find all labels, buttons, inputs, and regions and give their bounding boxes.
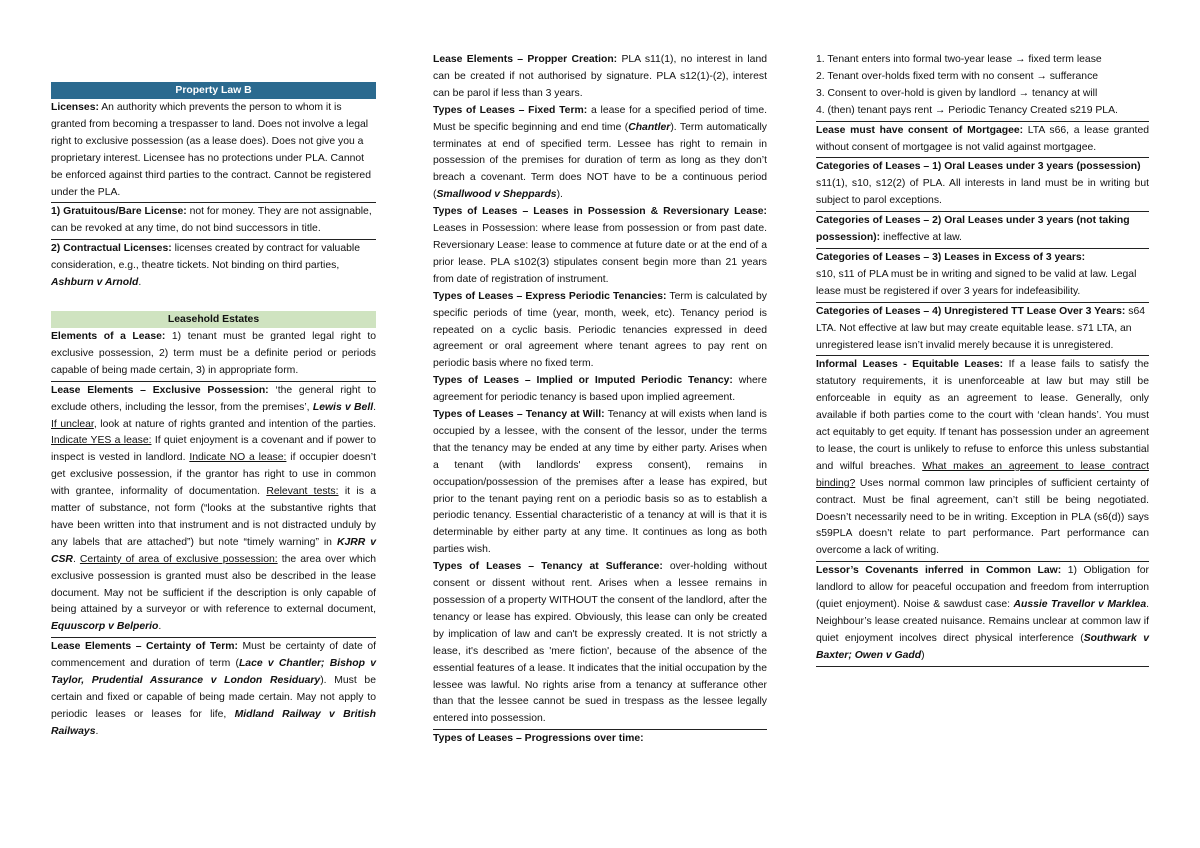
exclusive-possession-text-9: .	[158, 621, 162, 633]
implied-periodic-paragraph	[433, 373, 767, 407]
elements-of-lease-paragraph	[51, 329, 376, 382]
case-lewis-v-bell: Lewis v Bell	[312, 401, 374, 413]
mortgagee-consent-paragraph	[816, 123, 1149, 159]
elements-of-lease-text: 1) tenant must be granted legal right to exclusive possession, 2) term must be a definite period or periods capable of being made certain, 3) in appropriate form.	[51, 330, 377, 376]
licenses-paragraph	[51, 100, 376, 203]
leases-excess-3-years-title: Categories of Leases – 3) Leases in Excess of 3 years:	[816, 251, 1086, 263]
lessor-covenants-text-2: . Neighbour’s lease created nuisance. Remains unclear at common law if quiet enjoyment incolves direct physical interference (	[816, 599, 1149, 644]
certainty-of-term-title: Lease Elements – Certainty of Term:	[51, 641, 238, 653]
possession-reversionary-title: Types of Leases – Leases in Possession & Reversionary Lease:	[433, 206, 767, 218]
express-periodic-text: Term is calculated by specific periods of time (year, month, week, etc). Tenancy period is repeated on a cyclic basis. Periodic tenancies expressed in deed agreement or oral agreement where tenant agrees to pay rent on periodic basis where no fixed term.	[433, 290, 767, 370]
exclusive-possession-text-1: ‘the general right to exclude others, including the lessor, from the premises’,	[51, 384, 376, 413]
gratuitous-license-title: 1) Gratuitous/Bare License:	[51, 206, 187, 218]
proper-creation-title: Lease Elements – Propper Creation:	[433, 54, 618, 65]
case-smallwood-v-sheppards: Smallwood v Sheppards	[436, 189, 557, 201]
express-periodic-paragraph	[433, 289, 767, 374]
exclusive-possession-text-3: , look at nature of rights granted and intention of the parties.	[93, 418, 376, 430]
lessor-covenants-text-1: 1) Obligation for landlord to allow for peaceful occupation and freedom from interruption (quiet enjoyment). Noise & sawdust case:	[816, 565, 1149, 611]
lessor-covenants-title: Lessor’s Covenants inferred in Common Law:	[816, 565, 1062, 577]
gratuitous-license-paragraph	[51, 204, 376, 240]
progressions-title: Types of Leases – Progressions over time:	[433, 733, 644, 745]
informal-leases-text-2: Uses normal common law principles of sufficient certainty of contract. Must be final agreement, can’t still be being negotiated. Doesn’t necessarily need to be in writing. Exception in PLA (s6(d)) says s59PLA doesn’t relate to part performance. Part performance can overcome a lack of writing.	[816, 477, 1149, 557]
express-periodic-title: Types of Leases – Express Periodic Tenancies:	[433, 290, 667, 302]
exclusive-possession-paragraph	[51, 383, 376, 639]
mortgagee-consent-title: Lease must have consent of Mortgagee:	[816, 124, 1024, 136]
tenancy-at-sufferance-title: Types of Leases – Tenancy at Sufferance:	[433, 561, 663, 573]
unregistered-lease-title: Categories of Leases – 4) Unregistered TT Lease Over 3 Years:	[816, 305, 1126, 317]
column-2	[433, 52, 767, 748]
fixed-term-text-3: ).	[556, 189, 563, 201]
relevant-tests-label: Relevant tests:	[266, 486, 339, 498]
lessor-covenants-paragraph	[816, 563, 1149, 666]
section-header-leasehold-estates: Leasehold Estates	[51, 311, 376, 328]
progression-step-3: 3. Consent to over-hold is given by landlord → tenancy at will	[816, 87, 1098, 99]
tenancy-at-sufferance-paragraph	[433, 559, 767, 730]
contractual-license-paragraph	[51, 241, 376, 293]
possession-reversionary-paragraph	[433, 204, 767, 289]
certainty-of-term-text-2: ). Must be certain and fixed or capable of being made certain. May not apply to periodic leases or leases for life,	[51, 675, 376, 720]
unregistered-lease-paragraph	[816, 304, 1149, 357]
section-header-property-law: Property Law B	[51, 82, 376, 99]
proper-creation-paragraph	[433, 52, 767, 103]
certainty-of-term-paragraph	[51, 639, 376, 741]
case-ashburn-v-arnold: Ashburn v Arnold	[51, 277, 139, 289]
exclusive-possession-text-2: .	[373, 401, 376, 413]
oral-leases-possession-text: s11(1), s10, s12(2) of PLA. All interests in land must be in writing but subject to parol exceptions.	[816, 178, 1149, 207]
lessor-covenants-text-3: )	[921, 649, 925, 661]
oral-leases-no-possession-text: ineffective at law.	[880, 232, 962, 244]
contractual-license-title: 2) Contractual Licenses:	[51, 243, 172, 255]
unregistered-lease-text: s64 LTA. Not effective at law but may create equitable lease. s71 LTA, an unregistered lease isn’t invalid merely because it is unregistered.	[816, 305, 1145, 351]
fixed-term-title: Types of Leases – Fixed Term:	[433, 104, 588, 116]
column-3	[816, 52, 1149, 668]
licenses-text: An authority which prevents the person to whom it is granted from becoming a trespasser to land. Does not involve a legal right to exclusive possession (as a lease does). Does not give you a proprietary interest. Licensee has no protections under PLA. Cannot be enforced against third parties to the contract. Cannot be registered under the PLA.	[51, 102, 371, 198]
progressions-paragraph	[433, 731, 767, 748]
tenancy-at-will-text: Tenancy at will exists when land is occupied by a lessee, with the consent of the lessor, under the terms that the tenancy may be ended at any time by either party. Arises when a tenant (with landlords' express consent), remains in occupation/possession of the premises after a lease has expired, but prior to the tenant paying rent on a periodic basis so as to establish a periodic tenancy. Essential characteristic of a tenancy at will is that it is determinable by either party at any time. It continues as long as both parties wish.	[433, 409, 767, 556]
contractual-license-text: licenses created by contract for valuable consideration, e.g., theatre tickets. Not binding on third parties,	[51, 243, 360, 272]
oral-leases-possession-paragraph	[816, 159, 1149, 212]
tenancy-at-will-paragraph	[433, 407, 767, 559]
mortgagee-consent-text: LTA s66, a lease granted without consent of mortgagee is not valid against mortgagee.	[816, 124, 1150, 153]
exclusive-possession-text-4: If quiet enjoyment is a covenant and if power to inspect is vested in landlord.	[51, 435, 376, 464]
progression-step-2: 2. Tenant over-holds fixed term with no consent → sufferance	[816, 70, 1099, 82]
elements-of-lease-title: Elements of a Lease:	[51, 330, 166, 342]
progression-step-4: 4. (then) tenant pays rent → Periodic Tenancy Created s219 PLA.	[816, 103, 1149, 122]
certainty-of-term-text-1: Must be certainty of date of commencement and duration of term (	[51, 641, 376, 670]
agreement-binding-label: What makes an agreement to lease contract binding?	[816, 460, 1149, 489]
fixed-term-text-2: ). Term automatically terminates at end of specified term. Lessee has right to remain in possession of the premises for duration of term as long as they don’t breach a covenant. Term does NOT have to be a continuous period (	[433, 121, 767, 201]
case-kjrr-v-csr: KJRR v CSR	[51, 536, 376, 565]
fixed-term-text-1: a lease for a specified period of time. Must be specific beginning and end time (	[433, 104, 767, 133]
case-midland-railway: Midland Railway v British Railways	[51, 708, 376, 737]
case-southwark-v-baxter: Southwark v Baxter; Owen v Gadd	[816, 632, 1149, 661]
tenancy-at-sufferance-text: over-holding without consent or dissent without rent. Arises when a lessee remains in possession of a property WITHOUT the consent of the landlord, after the tenancy or lease has expired. Obviously, this lease can only be created by implication of law and can't be expressly created. It is not strictly a lease, it's described as 'mere fiction', because of the absence of the essential features of a lease. It indicates that the initial occupation by the lessee was lawful. No rights arise from a tenancy at sufferance other than that the lessee cannot be sued in trespass as the lessee legally entered into possession.	[433, 561, 767, 725]
certainty-of-term-text-3: .	[95, 725, 99, 737]
case-chantler: Chantler	[628, 121, 671, 133]
exclusive-possession-text-5: if occupier doesn’t get exclusive possession, if the grantor has right to use in common with grantee, informality of documentation.	[51, 452, 376, 498]
if-unclear-label: If unclear	[51, 418, 94, 430]
certainty-of-area-label: Certainty of area of exclusive possession:	[79, 553, 278, 565]
case-aussie-travellor: Aussie Travellor v Marklea	[1013, 599, 1147, 611]
oral-leases-possession-title: Categories of Leases – 1) Oral Leases under 3 years (possession)	[816, 161, 1141, 173]
progression-step-1: 1. Tenant enters into formal two-year lease → fixed term lease	[816, 54, 1102, 65]
exclusive-possession-text-8: the area over which exclusive possession is granted must also be described in the lease document. May not be sufficient if the description is only capable of being attained by a surveyor or with reference to external document,	[51, 553, 376, 616]
licenses-title: Licenses:	[51, 102, 99, 113]
exclusive-possession-text-6: it is a matter of substance, not form (“looks at the substantive rights that have been written into that instrument and is not distracted unduly by any labels that are attached”) but note “timely warning” in	[51, 486, 377, 548]
informal-leases-title: Informal Leases - Equitable Leases:	[816, 359, 1004, 371]
exclusive-possession-text-7: .	[72, 553, 80, 565]
column-1	[51, 82, 376, 743]
implied-periodic-title: Types of Leases – Implied or Imputed Periodic Tenancy:	[433, 375, 733, 387]
oral-leases-no-possession-title: Categories of Leases – 2) Oral Leases under 3 years (not taking possession):	[816, 215, 1130, 244]
informal-leases-text-1: If a lease fails to satisfy the statutory requirements, it is unenforceable at law but may still be enforceable in equity as an agreement to lease. Generally, only available if both parties come to the court with ‘clean hands’. You must act equitably to get equity. If tenant has possession under an agreement to lease, the court is unlikely to refuse to enforce this unless substantial and wilful breaches.	[816, 359, 1149, 472]
informal-leases-paragraph	[816, 357, 1149, 562]
proper-creation-text: PLA s11(1), no interest in land can be created if not authorised by signature. PLA s12(1)-(2), interest can be parol if less than 3 years.	[433, 54, 767, 99]
leases-excess-3-years-paragraph	[816, 250, 1149, 303]
tenancy-at-will-title: Types of Leases – Tenancy at Will:	[433, 409, 605, 421]
implied-periodic-text: where agreement for periodic tenancy is based upon implied agreement.	[433, 375, 768, 404]
case-lace-v-chantler: Lace v Chantler; Bishop v Taylor, Prudential Assurance v London Residuary	[51, 658, 376, 687]
contractual-license-end: .	[138, 277, 142, 289]
indicate-no-label: Indicate NO a lease:	[189, 452, 287, 464]
leases-excess-3-years-text: s10, s11 of PLA must be in writing and signed to be valid at law. Legal lease must be registered if over 3 years for indefeasibility.	[816, 268, 1137, 297]
exclusive-possession-title: Lease Elements – Exclusive Possession:	[51, 384, 269, 396]
gratuitous-license-text: not for money. They are not assignable, can be revoked at any time, do not bind successors in title.	[51, 206, 372, 235]
oral-leases-no-possession-paragraph	[816, 213, 1149, 249]
fixed-term-paragraph	[433, 103, 767, 204]
case-equuscorp-v-belperio: Equuscorp v Belperio	[51, 621, 159, 633]
indicate-yes-label: Indicate YES a lease:	[51, 435, 152, 447]
possession-reversionary-text: Leases in Possession: where lease from possession or from past date. Reversionary Lease: lease to commence at future date or at the end of a prior lease. PLA s102(3) stipulates consent begin more than 21 years from date of registration of instrument.	[433, 223, 767, 285]
